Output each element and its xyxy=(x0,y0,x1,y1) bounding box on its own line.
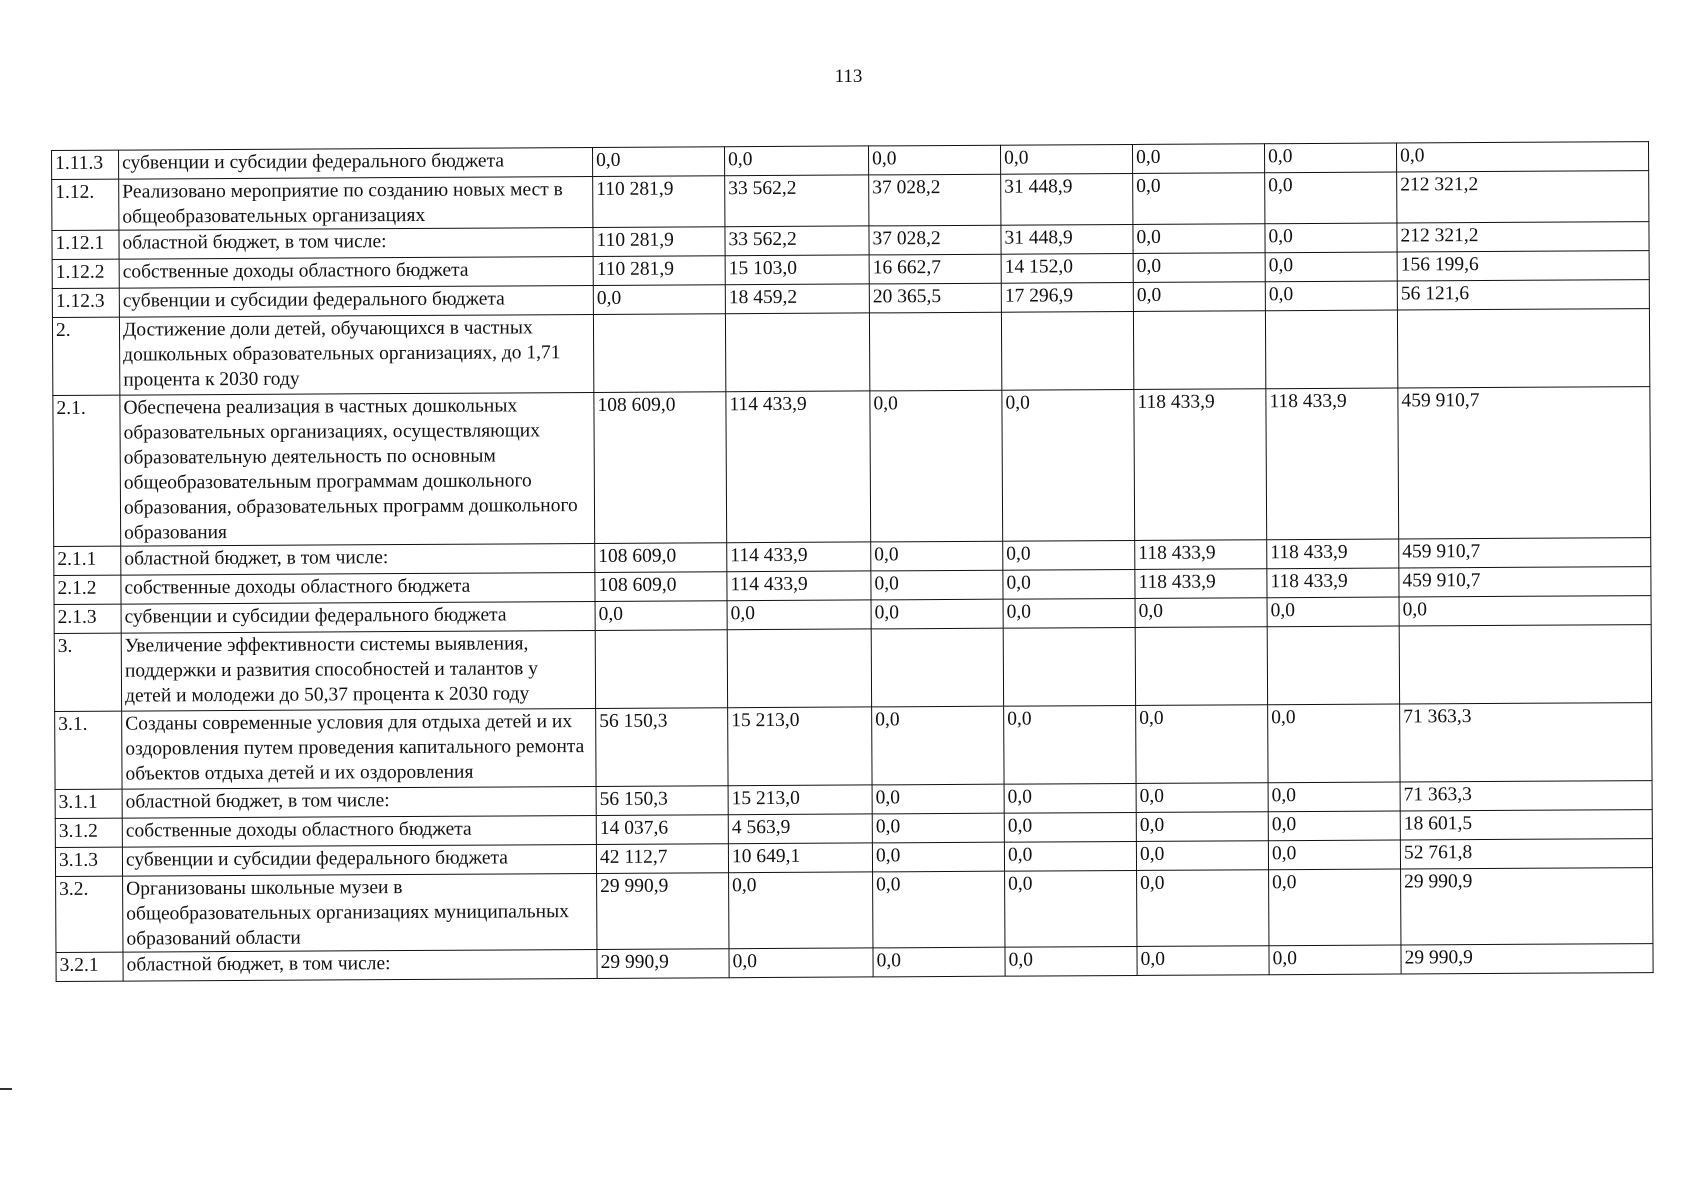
row-value-cell: 108 609,0 xyxy=(595,543,727,573)
row-description-cell: Достижение доли детей, обучающихся в частных дошкольных образовательных организациях, до 1,71 процента к 2030 году xyxy=(119,314,593,395)
row-value-cell: 0,0 xyxy=(1132,144,1264,174)
row-value-cell: 52 761,8 xyxy=(1400,839,1652,869)
table-row xyxy=(52,171,1649,231)
table-row xyxy=(52,309,1649,396)
row-value-cell: 0,0 xyxy=(1265,223,1397,253)
row-value-cell: 0,0 xyxy=(1267,597,1399,627)
row-value-cell: 56 121,6 xyxy=(1397,280,1649,310)
row-value-cell xyxy=(1265,310,1397,389)
row-code-cell: 3.1.1 xyxy=(55,789,122,818)
row-value-cell: 18 459,2 xyxy=(725,284,869,314)
row-code-cell: 2.1. xyxy=(53,395,121,546)
row-description-cell: собственные доходы областного бюджета xyxy=(119,256,593,288)
row-value-cell: 0,0 xyxy=(1133,173,1265,225)
row-value-cell: 0,0 xyxy=(1269,945,1401,975)
row-description-cell: Увеличение эффективности системы выявления, поддержки и развития способностей и талантов у детей и молодежи до 50,37 процента к 2030 году xyxy=(121,630,595,711)
row-code-cell: 2.1.1 xyxy=(54,546,121,575)
row-description-cell: субвенции и субсидии федерального бюджета xyxy=(122,844,596,876)
row-value-cell: 0,0 xyxy=(1268,811,1400,841)
row-value-cell xyxy=(1133,311,1265,390)
row-value-cell: 0,0 xyxy=(1003,540,1135,570)
row-value-cell: 110 281,9 xyxy=(593,227,725,257)
row-value-cell xyxy=(869,312,1001,391)
row-value-cell: 118 433,9 xyxy=(1135,569,1267,599)
row-value-cell: 0,0 xyxy=(1264,143,1396,173)
row-value-cell: 118 433,9 xyxy=(1267,539,1399,569)
row-value-cell: 0,0 xyxy=(1136,705,1268,784)
row-code-cell: 3. xyxy=(54,633,121,711)
row-value-cell: 212 321,2 xyxy=(1397,222,1649,252)
row-value-cell: 0,0 xyxy=(1004,812,1136,842)
row-value-cell: 56 150,3 xyxy=(596,708,728,787)
row-value-cell: 0,0 xyxy=(1269,869,1401,946)
row-value-cell: 114 433,9 xyxy=(727,571,871,601)
row-value-cell: 0,0 xyxy=(1003,598,1135,628)
row-code-cell: 1.12. xyxy=(52,179,119,230)
row-value-cell: 31 448,9 xyxy=(1001,224,1133,254)
row-value-cell: 0,0 xyxy=(1133,282,1265,312)
row-value-cell: 0,0 xyxy=(1002,389,1135,541)
row-description-cell: собственные доходы областного бюджета xyxy=(121,572,595,604)
row-code-cell: 3.2.1 xyxy=(56,952,123,981)
row-description-cell: Обеспечена реализация в частных дошкольных образовательных организациях, осуществляющих образовательную деятельность по основным общеобразовательным программам дошкольного образования, образовательных программ дошкольного образования xyxy=(120,392,595,546)
row-value-cell: 114 433,9 xyxy=(726,391,871,543)
row-description-cell: областной бюджет, в том числе: xyxy=(121,543,595,575)
row-value-cell: 212 321,2 xyxy=(1397,171,1649,223)
table-row xyxy=(53,387,1651,547)
row-value-cell: 71 363,3 xyxy=(1400,781,1652,811)
row-description-cell: областной бюджет, в том числе: xyxy=(119,227,593,259)
row-value-cell: 37 028,2 xyxy=(869,174,1001,226)
row-value-cell: 0,0 xyxy=(868,145,1000,175)
row-value-cell: 118 433,9 xyxy=(1135,540,1267,570)
row-value-cell: 29 990,9 xyxy=(597,949,729,979)
row-code-cell: 3.1. xyxy=(55,711,122,789)
row-value-cell: 0,0 xyxy=(872,842,1004,872)
budget-table xyxy=(51,141,1654,982)
row-value-cell: 0,0 xyxy=(1137,870,1269,947)
row-value-cell: 156 199,6 xyxy=(1397,251,1649,281)
row-code-cell: 2.1.2 xyxy=(54,575,121,604)
row-value-cell: 29 990,9 xyxy=(597,873,729,950)
row-code-cell: 1.12.3 xyxy=(52,288,119,317)
row-value-cell: 0,0 xyxy=(1133,253,1265,283)
margin-mark xyxy=(0,1088,12,1090)
row-value-cell: 0,0 xyxy=(1004,841,1136,871)
row-value-cell: 0,0 xyxy=(1003,569,1135,599)
row-value-cell: 0,0 xyxy=(1399,596,1651,626)
row-value-cell: 29 990,9 xyxy=(1401,868,1653,945)
row-value-cell: 118 433,9 xyxy=(1134,389,1267,541)
row-code-cell: 1.11.3 xyxy=(52,150,119,179)
row-value-cell: 71 363,3 xyxy=(1400,703,1652,782)
row-value-cell: 15 213,0 xyxy=(728,785,872,815)
row-value-cell: 0,0 xyxy=(872,784,1004,814)
row-value-cell: 33 562,2 xyxy=(725,226,869,256)
row-value-cell xyxy=(1135,627,1267,706)
table-row xyxy=(56,868,1653,953)
row-value-cell: 42 112,7 xyxy=(596,844,728,874)
row-code-cell: 2. xyxy=(52,317,119,395)
row-value-cell xyxy=(593,314,725,393)
row-value-cell: 0,0 xyxy=(724,146,868,176)
row-value-cell: 17 296,9 xyxy=(1001,282,1133,312)
row-description-cell: субвенции и субсидии федерального бюджета xyxy=(119,285,593,317)
row-value-cell: 459 910,7 xyxy=(1398,387,1651,539)
row-value-cell xyxy=(725,313,869,392)
budget-table-sheet xyxy=(51,141,1653,982)
row-value-cell xyxy=(1397,309,1649,388)
row-value-cell: 0,0 xyxy=(1268,840,1400,870)
row-value-cell: 0,0 xyxy=(1005,870,1137,947)
row-value-cell: 16 662,7 xyxy=(869,254,1001,284)
row-value-cell: 0,0 xyxy=(1137,946,1269,976)
row-value-cell: 0,0 xyxy=(872,706,1004,785)
row-value-cell: 0,0 xyxy=(1268,782,1400,812)
row-value-cell: 15 213,0 xyxy=(728,707,872,786)
row-code-cell: 1.12.1 xyxy=(52,230,119,259)
row-value-cell: 14 152,0 xyxy=(1001,253,1133,283)
row-code-cell: 3.1.2 xyxy=(55,818,122,847)
row-value-cell: 108 609,0 xyxy=(595,572,727,602)
row-description-cell: собственные доходы областного бюджета xyxy=(122,815,596,847)
row-value-cell: 56 150,3 xyxy=(596,786,728,816)
row-value-cell: 14 037,6 xyxy=(596,815,728,845)
row-value-cell: 108 609,0 xyxy=(594,392,727,544)
row-value-cell xyxy=(1003,627,1135,706)
row-value-cell: 114 433,9 xyxy=(727,542,871,572)
row-description-cell: субвенции и субсидии федерального бюджета xyxy=(121,601,595,633)
row-value-cell: 0,0 xyxy=(1136,841,1268,871)
row-value-cell: 0,0 xyxy=(871,570,1003,600)
row-description-cell: областной бюджет, в том числе: xyxy=(122,786,596,818)
row-code-cell: 2.1.3 xyxy=(54,604,121,633)
row-value-cell: 459 910,7 xyxy=(1399,567,1651,597)
page-number: 113 xyxy=(834,66,863,87)
row-value-cell: 118 433,9 xyxy=(1267,568,1399,598)
row-description-cell: Организованы школьные музеи в общеобразовательных организациях муниципальных образований области xyxy=(123,873,597,952)
row-value-cell xyxy=(727,629,871,708)
row-value-cell: 0,0 xyxy=(873,871,1005,948)
row-value-cell: 0,0 xyxy=(1005,946,1137,976)
row-value-cell: 10 649,1 xyxy=(728,843,872,873)
row-value-cell: 33 562,2 xyxy=(725,175,869,227)
row-value-cell: 0,0 xyxy=(1135,598,1267,628)
row-value-cell: 0,0 xyxy=(871,541,1003,571)
row-value-cell: 0,0 xyxy=(1268,704,1400,783)
row-value-cell: 0,0 xyxy=(592,147,724,177)
row-value-cell xyxy=(1267,626,1399,705)
row-description-cell: Созданы современные условия для отдыха детей и их оздоровления путем проведения капитального ремонта объектов отдыха детей и их оздоровления xyxy=(122,708,596,789)
row-value-cell: 0,0 xyxy=(1000,144,1132,174)
row-value-cell xyxy=(871,628,1003,707)
row-value-cell: 110 281,9 xyxy=(593,256,725,286)
table-row xyxy=(55,703,1652,790)
row-value-cell xyxy=(1399,625,1651,704)
row-value-cell: 0,0 xyxy=(1396,142,1648,172)
row-description-cell: Реализовано мероприятие по созданию новых мест в общеобразовательных организациях xyxy=(119,176,593,230)
row-code-cell: 3.1.3 xyxy=(55,847,122,876)
row-value-cell: 459 910,7 xyxy=(1399,538,1651,568)
row-value-cell: 0,0 xyxy=(1133,224,1265,254)
row-value-cell: 0,0 xyxy=(870,390,1003,542)
row-code-cell: 3.2. xyxy=(56,876,123,952)
row-code-cell: 1.12.2 xyxy=(52,259,119,288)
row-value-cell: 0,0 xyxy=(1265,252,1397,282)
row-description-cell: областной бюджет, в том числе: xyxy=(123,949,597,981)
row-value-cell: 0,0 xyxy=(593,285,725,315)
row-value-cell: 0,0 xyxy=(1265,281,1397,311)
row-value-cell: 0,0 xyxy=(729,948,873,978)
row-value-cell: 37 028,2 xyxy=(869,225,1001,255)
row-value-cell: 29 990,9 xyxy=(1401,944,1653,974)
row-value-cell: 0,0 xyxy=(729,872,873,949)
row-value-cell: 0,0 xyxy=(1004,705,1136,784)
row-value-cell: 0,0 xyxy=(1004,783,1136,813)
row-value-cell: 0,0 xyxy=(871,599,1003,629)
row-value-cell: 118 433,9 xyxy=(1266,388,1399,540)
row-value-cell: 110 281,9 xyxy=(593,176,725,228)
budget-table-body xyxy=(52,142,1654,982)
row-value-cell: 0,0 xyxy=(1265,172,1397,224)
row-description-cell: субвенции и субсидии федерального бюджета xyxy=(119,147,593,179)
row-value-cell: 18 601,5 xyxy=(1400,810,1652,840)
row-value-cell xyxy=(1001,311,1133,390)
row-value-cell: 0,0 xyxy=(595,601,727,631)
table-row xyxy=(54,625,1651,712)
row-value-cell: 4 563,9 xyxy=(728,814,872,844)
row-value-cell: 31 448,9 xyxy=(1001,173,1133,225)
row-value-cell: 0,0 xyxy=(1136,783,1268,813)
row-value-cell xyxy=(595,630,727,709)
row-value-cell: 0,0 xyxy=(872,813,1004,843)
row-value-cell: 0,0 xyxy=(1136,812,1268,842)
row-value-cell: 0,0 xyxy=(873,947,1005,977)
row-value-cell: 20 365,5 xyxy=(869,283,1001,313)
row-value-cell: 15 103,0 xyxy=(725,255,869,285)
row-value-cell: 0,0 xyxy=(727,600,871,630)
